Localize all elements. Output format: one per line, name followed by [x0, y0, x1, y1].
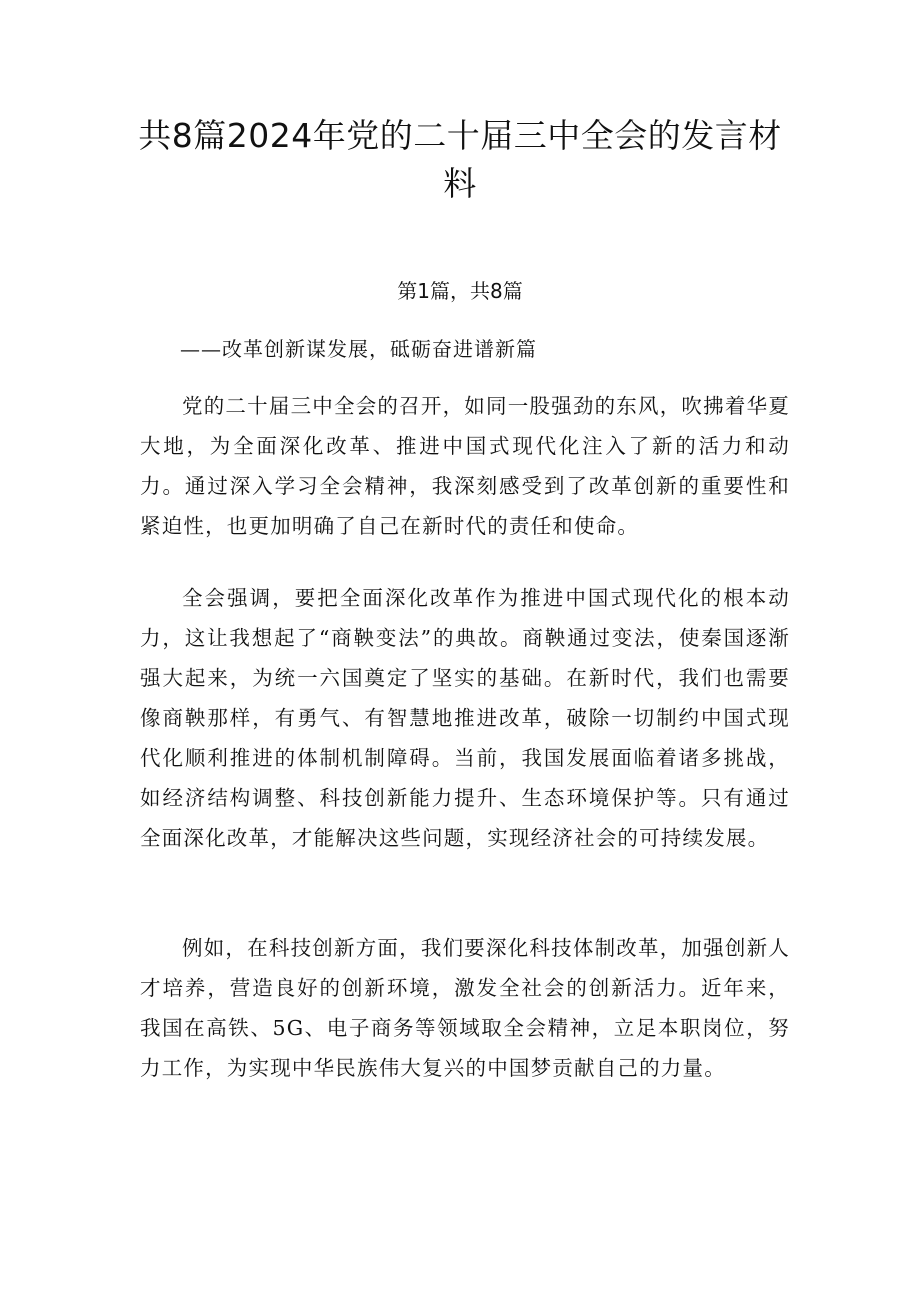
- document-title: 共8篇2024年党的二十届三中全会的发言材料: [138, 116, 782, 203]
- body-paragraph-3: 例如，在科技创新方面，我们要深化科技体制改革，加强创新人才培养，营造良好的创新环境，激发全社会的创新活力。近年来，我国在高铁、5G、电子商务等领域取全会精神，立足本职岗位，努力工作，为实现中华民族伟大复兴的中国梦贡献自己的力量。: [140, 936, 790, 1080]
- section-tagline: ——改革创新谋发展，砥砺奋进谱新篇: [180, 337, 537, 361]
- part-heading: 第1篇，共8篇: [397, 279, 523, 303]
- body-paragraph-1: 党的二十届三中全会的召开，如同一股强劲的东风，吹拂着华夏大地，为全面深化改革、推进中国式现代化注入了新的活力和动力。通过深入学习全会精神，我深刻感受到了改革创新的重要性和紧迫性，也更加明确了自己在新时代的责任和使命。: [140, 394, 790, 538]
- body-paragraph-2: 全会强调，要把全面深化改革作为推进中国式现代化的根本动力，这让我想起了“商鞅变法”的典故。商鞅通过变法，使秦国逐渐强大起来，为统一六国奠定了坚实的基础。在新时代，我们也需要像商鞅那样，有勇气、有智慧地推进改革，破除一切制约中国式现代化顺利推进的体制机制障碍。当前，我国发展面临着诸多挑战，如经济结构调整、科技创新能力提升、生态环境保护等。只有通过全面深化改革，才能解决这些问题，实现经济社会的可持续发展。: [140, 586, 790, 850]
